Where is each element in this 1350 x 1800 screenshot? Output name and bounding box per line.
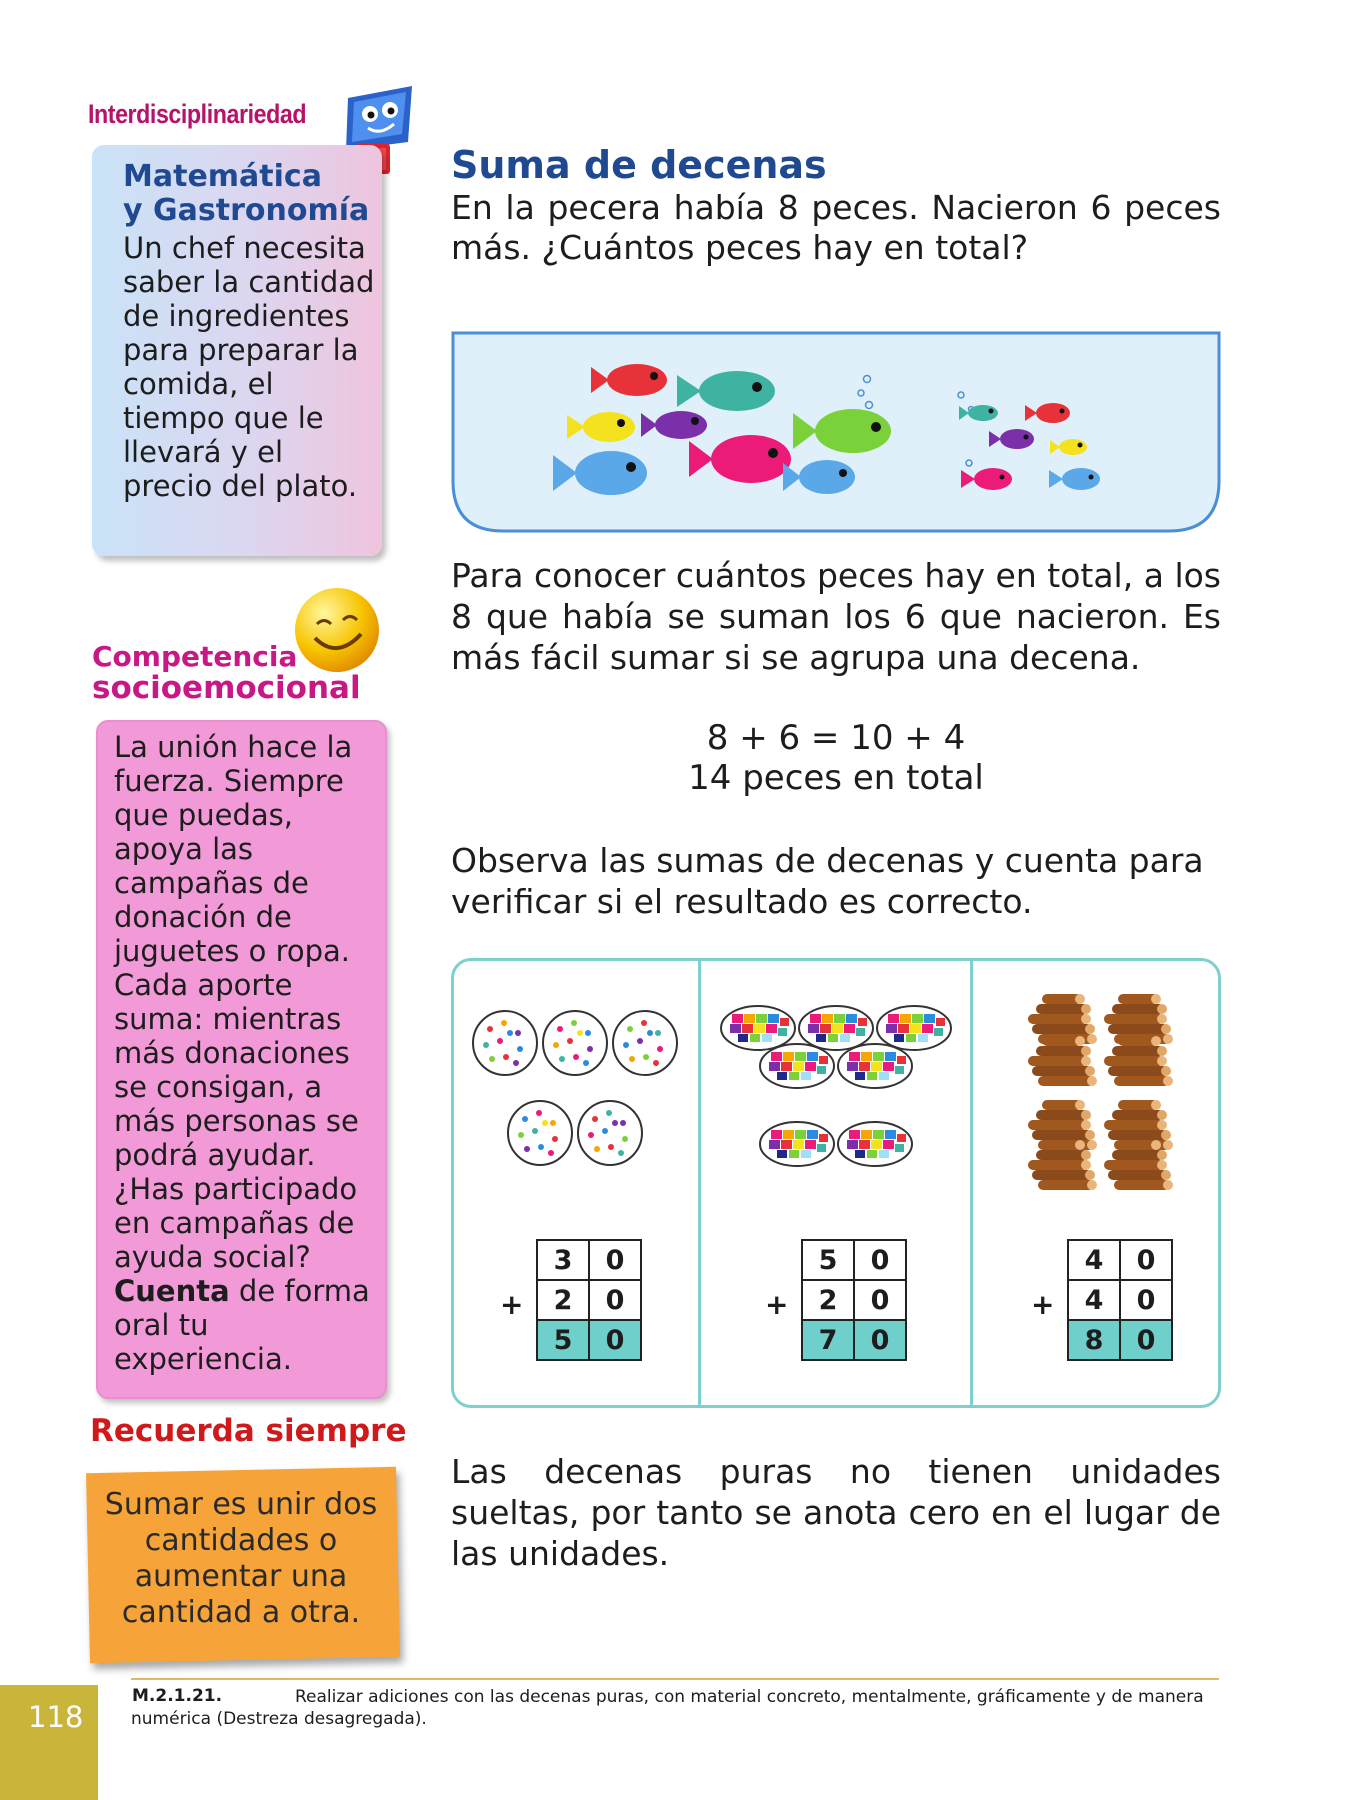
block-group-icon — [877, 1006, 951, 1050]
table-row — [802, 1240, 906, 1280]
addition-table-3 — [1067, 1239, 1173, 1361]
addition-table-1 — [536, 1239, 642, 1361]
block-group-icon — [799, 1006, 873, 1050]
table-row — [802, 1320, 906, 1360]
table-row — [802, 1280, 906, 1320]
fish-tank-illustration — [451, 331, 1221, 533]
math-heading-line1: Matemática — [123, 159, 322, 194]
table-cell: 4 — [1068, 1240, 1120, 1280]
dot-plate-icon — [613, 1011, 677, 1075]
plus-sign: + — [500, 1288, 524, 1321]
table-cell: 2 — [802, 1280, 854, 1320]
socio-bold-word: Cuenta — [114, 1274, 230, 1308]
socioemocional-label: socioemocional — [92, 670, 361, 706]
table-cell: 0 — [854, 1280, 906, 1320]
table-cell: 0 — [589, 1240, 641, 1280]
table-cell: 2 — [537, 1280, 589, 1320]
table-cell: 4 — [1068, 1280, 1120, 1320]
smiley-icon — [293, 586, 381, 674]
log-bundles-illustration — [1020, 990, 1180, 1190]
conclusion-text: Las decenas puras no tienen unidades sueltas, por tanto se anota cero en el lugar de las unidades. — [451, 1452, 1221, 1573]
dot-plate-icon — [543, 1011, 607, 1075]
math-heading-line2: y Gastronomía — [123, 193, 370, 228]
table-row — [1068, 1240, 1172, 1280]
page-number: 118 — [28, 1700, 84, 1734]
result-cell: 0 — [589, 1320, 641, 1360]
plus-sign: + — [1031, 1288, 1055, 1321]
result-cell: 7 — [802, 1320, 854, 1360]
result-cell: 5 — [537, 1320, 589, 1360]
interdisciplinary-title: Interdisciplinariedad — [88, 99, 307, 129]
explanation-text: Para conocer cuántos peces hay en total, a los 8 que había se suman los 6 que nacieron. Es más fácil sumar si se agrupa una decena. — [451, 556, 1221, 677]
table-cell: 3 — [537, 1240, 589, 1280]
table-cell: 0 — [1120, 1240, 1172, 1280]
socioemotional-text — [114, 730, 379, 1376]
table-row — [537, 1320, 641, 1360]
skill-description: Realizar adiciones con las decenas puras, con material concreto, mentalmente, gráficamente y de manera numérica (Destreza desagregada). — [131, 1687, 1204, 1729]
addition-table-2 — [801, 1239, 907, 1361]
observe-instruction: Observa las sumas de decenas y cuenta para verificar si el resultado es correcto. — [451, 841, 1204, 921]
block-group-icon — [838, 1122, 912, 1166]
table-row — [537, 1280, 641, 1320]
socio-tail-text: de forma oral tu experiencia. — [114, 1274, 370, 1376]
math-gastronomy-text: Un chef necesita saber la cantidad de ingredientes para preparar la comida, el tiempo que le llevará y el precio del plato. — [123, 231, 375, 503]
block-groups-illustration — [718, 1002, 958, 1172]
dot-plate-icon — [578, 1101, 642, 1165]
equation: 8 + 6 = 10 + 4 — [706, 718, 966, 758]
result-cell: 0 — [1120, 1320, 1172, 1360]
dot-plates-illustration — [470, 1005, 680, 1175]
dot-plate-icon — [508, 1101, 572, 1165]
table-cell: 5 — [802, 1240, 854, 1280]
recuerda-title: Recuerda siempre — [90, 1413, 407, 1449]
panel-divider — [698, 961, 701, 1405]
plus-sign: + — [765, 1288, 789, 1321]
socio-body-text: La unión hace la fuerza. Siempre que puedas, apoya las campañas de donación de juguetes o ropa. Cada aporte suma: mientras más donaciones se consigan, a más personas se podrá ayudar. ¿Has participado en campañas de ayuda social? — [114, 730, 359, 1274]
page-title: Suma de decenas — [451, 143, 827, 187]
math-gastronomy-heading — [123, 160, 369, 228]
table-row — [1068, 1280, 1172, 1320]
table-row — [537, 1240, 641, 1280]
table-cell: 0 — [589, 1280, 641, 1320]
equation-result: 14 peces en total — [688, 758, 984, 798]
block-group-icon — [838, 1044, 912, 1088]
table-cell: 0 — [1120, 1280, 1172, 1320]
sticky-note-text: Sumar es unir dos cantidades o aumentar una cantidad a otra. — [104, 1487, 378, 1630]
footer-divider — [131, 1678, 1219, 1680]
table-cell: 0 — [854, 1240, 906, 1280]
problem-text: En la pecera había 8 peces. Nacieron 6 peces más. ¿Cuántos peces hay en total? — [451, 188, 1221, 267]
skill-code: M.2.1.21. — [132, 1686, 223, 1706]
panel-divider — [970, 961, 973, 1405]
block-group-icon — [721, 1006, 795, 1050]
result-cell: 0 — [854, 1320, 906, 1360]
block-group-icon — [760, 1044, 834, 1088]
result-cell: 8 — [1068, 1320, 1120, 1360]
table-row — [1068, 1320, 1172, 1360]
dot-plate-icon — [473, 1011, 537, 1075]
block-group-icon — [760, 1122, 834, 1166]
competencia-label: Competencia — [92, 640, 298, 673]
